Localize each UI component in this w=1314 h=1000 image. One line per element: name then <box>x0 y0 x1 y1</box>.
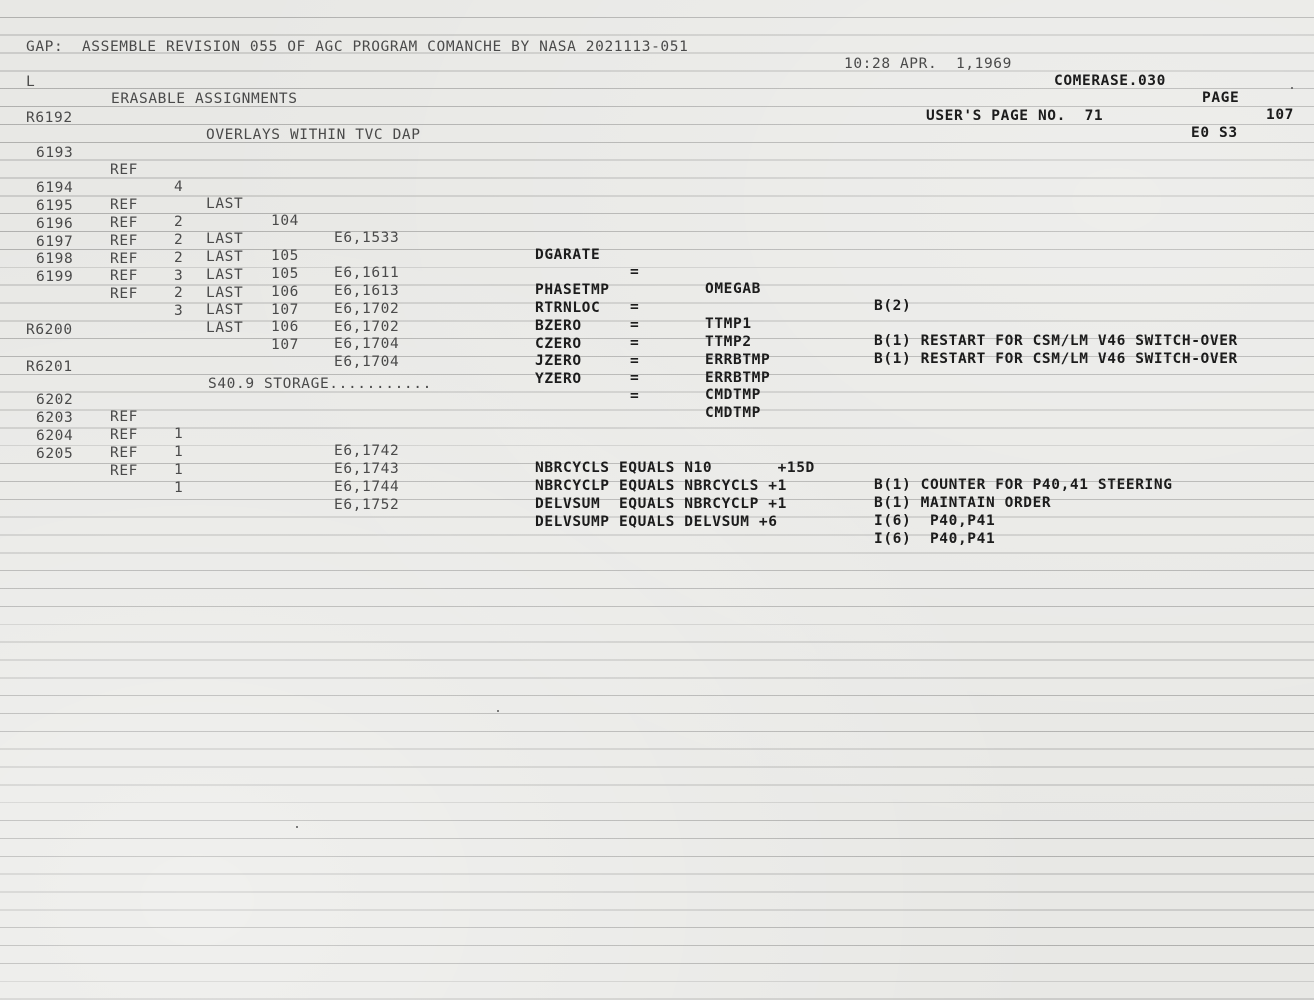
line-number: 6199 <box>36 269 74 285</box>
equals-operator: = <box>630 264 640 280</box>
last-label: LAST <box>206 285 244 301</box>
header-page-label: PAGE <box>1202 90 1240 106</box>
line-number: R6192 <box>26 110 73 126</box>
symbol-value: TTMP2 <box>705 334 752 350</box>
line-number: 6203 <box>36 410 74 426</box>
line-number: 6198 <box>36 251 74 267</box>
section-title: ERASABLE ASSIGNMENTS <box>111 91 298 107</box>
last-label: LAST <box>206 231 244 247</box>
symbol-value: ERRBTMP <box>705 370 771 386</box>
ref-label: REF <box>110 197 138 213</box>
symbol-name: YZERO <box>535 371 582 387</box>
subheader-marker: L <box>26 74 36 90</box>
equals-operator: = <box>630 370 640 386</box>
ref-label: REF <box>110 286 138 302</box>
symbol-value: ERRBTMP <box>705 352 771 368</box>
ref-count: 1 <box>174 462 184 478</box>
paper-speck <box>1291 87 1293 89</box>
ref-label: REF <box>110 463 138 479</box>
entry-comment: B(1) COUNTER FOR P40,41 STEERING <box>874 477 1173 493</box>
erasable-address: E6,1611 <box>334 265 400 281</box>
last-label: LAST <box>206 320 244 336</box>
erasable-address: E6,1533 <box>334 230 400 246</box>
erasable-address: E6,1752 <box>334 497 400 513</box>
last-page: 105 <box>271 248 299 264</box>
ref-label: REF <box>110 268 138 284</box>
line-number: 6205 <box>36 446 74 462</box>
ref-label: REF <box>110 251 138 267</box>
symbol-value: OMEGAB <box>705 281 761 297</box>
entry-comment: I(6) P40,P41 <box>874 513 996 529</box>
last-label: LAST <box>206 267 244 283</box>
ref-count: 2 <box>174 250 184 266</box>
erasable-address: E6,1702 <box>334 319 400 335</box>
ref-count: 2 <box>174 214 184 230</box>
line-number: 6204 <box>36 428 74 444</box>
equals-statement: NBRCYCLP EQUALS NBRCYCLS +1 <box>535 478 787 494</box>
erasable-address: E6,1744 <box>334 479 400 495</box>
line-number: 6196 <box>36 216 74 232</box>
symbol-value: TTMP1 <box>705 316 752 332</box>
header-file: COMERASE.030 <box>1054 73 1166 89</box>
last-label: LAST <box>206 249 244 265</box>
ref-label: REF <box>110 409 138 425</box>
erasable-address: E6,1702 <box>334 301 400 317</box>
equals-operator: = <box>630 353 640 369</box>
erasable-address: E6,1613 <box>334 283 400 299</box>
line-comment: OVERLAYS WITHIN TVC DAP <box>206 127 421 143</box>
equals-operator: = <box>630 388 640 404</box>
last-label: LAST <box>206 196 244 212</box>
symbol-name: DGARATE <box>535 247 601 263</box>
ref-count: 1 <box>174 444 184 460</box>
symbol-name: PHASETMP <box>535 282 610 298</box>
erasable-address: E6,1704 <box>334 336 400 352</box>
line-number: 6197 <box>36 234 74 250</box>
line-number: 6193 <box>36 145 74 161</box>
line-number: 6194 <box>36 180 74 196</box>
ref-count: 1 <box>174 426 184 442</box>
entry-comment: I(6) P40,P41 <box>874 531 996 547</box>
equals-operator: = <box>630 335 640 351</box>
line-comment: S40.9 STORAGE........... <box>208 376 432 392</box>
last-label: LAST <box>206 302 244 318</box>
erasable-address: E6,1743 <box>334 461 400 477</box>
ref-label: REF <box>110 427 138 443</box>
equals-statement: DELVSUM EQUALS NBRCYCLP +1 <box>535 496 787 512</box>
ref-count: 3 <box>174 303 184 319</box>
entry-comment: B(1) MAINTAIN ORDER <box>874 495 1052 511</box>
entry-comment: B(1) RESTART FOR CSM/LM V46 SWITCH-OVER <box>874 333 1238 349</box>
header-page-number: 107 <box>1266 107 1294 123</box>
line-number: R6201 <box>26 359 73 375</box>
line-number: 6202 <box>36 392 74 408</box>
equals-operator: = <box>630 317 640 333</box>
last-page: 104 <box>271 213 299 229</box>
symbol-name: CZERO <box>535 336 582 352</box>
last-page: 106 <box>271 319 299 335</box>
ref-count: 3 <box>174 268 184 284</box>
ref-label: REF <box>110 233 138 249</box>
symbol-name: BZERO <box>535 318 582 334</box>
header-timestamp: 10:28 APR. 1,1969 <box>844 56 1012 72</box>
symbol-value: CMDTMP <box>705 387 761 403</box>
last-page: 106 <box>271 284 299 300</box>
equals-operator: = <box>630 299 640 315</box>
user-page-number: USER'S PAGE NO. 71 <box>926 108 1104 124</box>
last-page: 105 <box>271 266 299 282</box>
symbol-value: CMDTMP <box>705 405 761 421</box>
entry-comment: B(1) RESTART FOR CSM/LM V46 SWITCH-OVER <box>874 351 1238 367</box>
last-page: 107 <box>271 302 299 318</box>
section-code: E0 S3 <box>1191 125 1238 141</box>
equals-statement: NBRCYCLS EQUALS N10 +15D <box>535 460 815 476</box>
equals-statement: DELVSUMP EQUALS DELVSUM +6 <box>535 514 778 530</box>
erasable-address: E6,1742 <box>334 443 400 459</box>
line-number: 6195 <box>36 198 74 214</box>
paper-speck <box>497 710 499 712</box>
ref-count: 4 <box>174 179 184 195</box>
ref-count: 2 <box>174 285 184 301</box>
ref-label: REF <box>110 215 138 231</box>
header-program-title: GAP: ASSEMBLE REVISION 055 OF AGC PROGRAM COMANCHE BY NASA 2021113-051 <box>26 39 689 55</box>
ref-label: REF <box>110 162 138 178</box>
ref-count: 2 <box>174 232 184 248</box>
paper-speck <box>296 826 298 828</box>
symbol-name: JZERO <box>535 353 582 369</box>
ref-label: REF <box>110 445 138 461</box>
erasable-address: E6,1704 <box>334 354 400 370</box>
entry-comment: B(2) <box>874 298 912 314</box>
last-page: 107 <box>271 337 299 353</box>
line-number: R6200 <box>26 322 73 338</box>
ref-count: 1 <box>174 480 184 496</box>
symbol-name: RTRNLOC <box>535 300 601 316</box>
